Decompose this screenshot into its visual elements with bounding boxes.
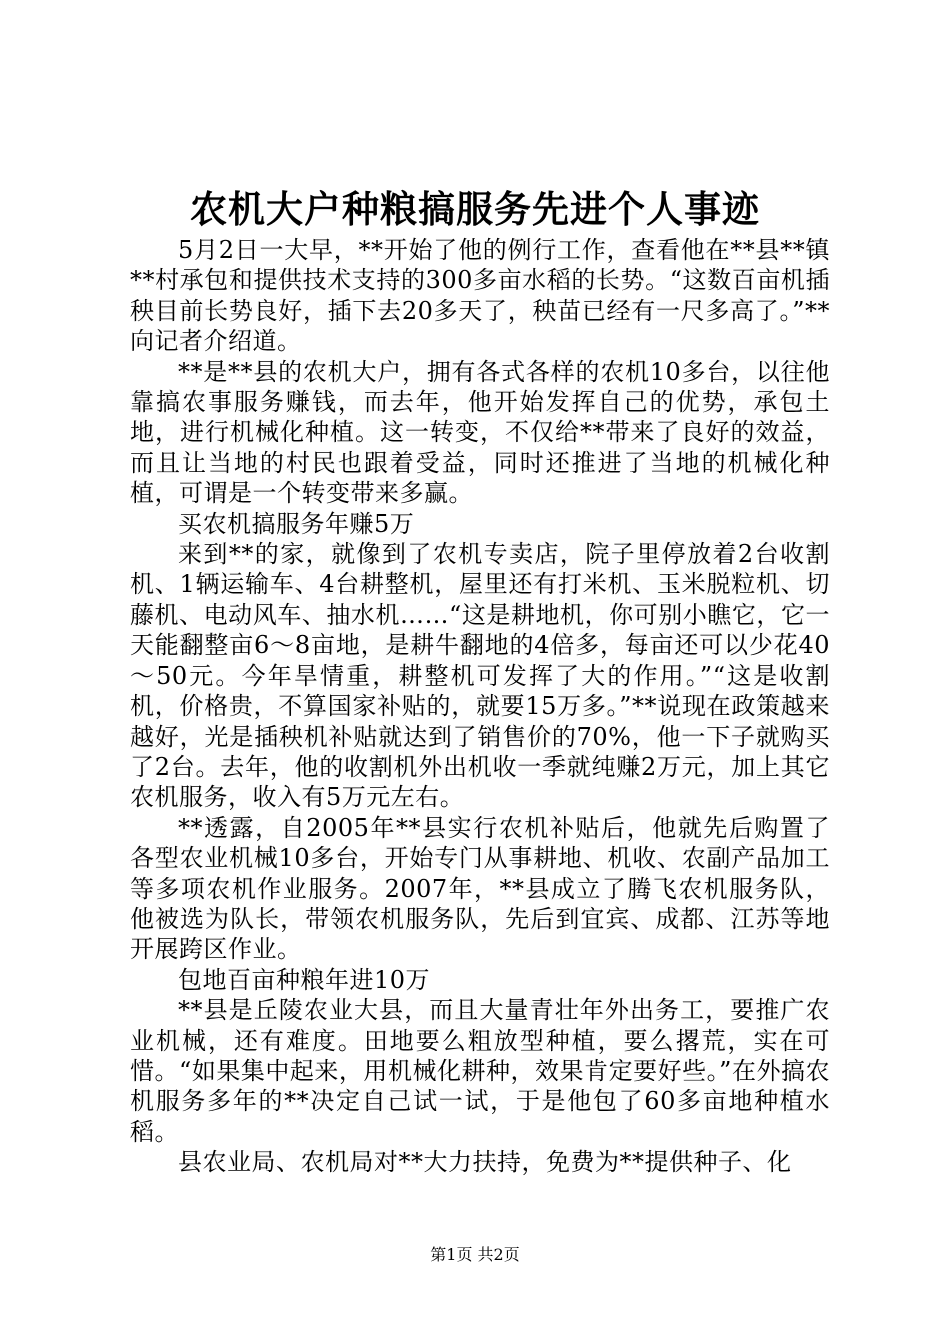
page-number-footer: 第1页 共2页: [430, 1245, 520, 1264]
document-body: [130, 235, 830, 1178]
paragraph: **是**县的农机大户，拥有各式各样的农机10多台，以往他靠搞农事服务赚钱，而去年，他开始发挥自己的优势，承包土地，进行机械化种植。这一转变，不仅给**带来了良好的效益，而且让当地的村民也跟着受益，同时还推进了当地的机械化种植，可谓是一个转变带来多赢。: [130, 357, 830, 508]
paragraph: **透露，自2005年**县实行农机补贴后，他就先后购置了各型农业机械10多台，开始专门从事耕地、机收、农副产品加工等多项农机作业服务。2007年，**县成立了腾飞农机服务队，他被选为队长，带领农机服务队，先后到宜宾、成都、江苏等地开展跨区作业。: [130, 813, 830, 964]
paragraph: 县农业局、农机局对**大力扶持，免费为**提供种子、化: [178, 1148, 792, 1177]
paragraph: 5月2日一大早，**开始了他的例行工作，查看他在**县**镇**村承包和提供技术支持的300多亩水稻的长势。“这数百亩机插秧目前长势良好，插下去20多天了，秧苗已经有一尺多高了。”**向记者介绍道。: [130, 236, 830, 356]
section-heading: 包地百亩种粮年进10万: [178, 965, 431, 994]
paragraph: **县是丘陵农业大县，而且大量青壮年外出务工，要推广农业机械，还有难度。田地要么粗放型种植，要么撂荒，实在可惜。“如果集中起来，用机械化耕种，效果肯定要好些。”在外搞农机服务多年的**决定自己试一试，于是他包了60多亩地种植水稻。: [130, 996, 830, 1146]
document-title: 农机大户种粮搞服务先进个人事迹: [190, 187, 760, 231]
paragraph: 来到**的家，就像到了农机专卖店，院子里停放着2台收割机、1辆运输车、4台耕整机，屋里还有打米机、玉米脱粒机、切藤机、电动风车、抽水机……“这是耕地机，你可别小瞧它，它一天能翻整亩6～8亩地，是耕牛翻地的4倍多，每亩还可以少花40～50元。今年旱情重，耕整机可发挥了大的作用。”“这是收割机，价格贵，不算国家补贴的，就要15万多。”**说现在政策越来越好，光是插秧机补贴就达到了销售价的70%，他一下子就购买了2台。去年，他的收割机外出机收一季就纯赚2万元，加上其它农机服务，收入有5万元左右。: [130, 540, 830, 812]
section-heading: 买农机搞服务年赚5万: [178, 509, 415, 538]
